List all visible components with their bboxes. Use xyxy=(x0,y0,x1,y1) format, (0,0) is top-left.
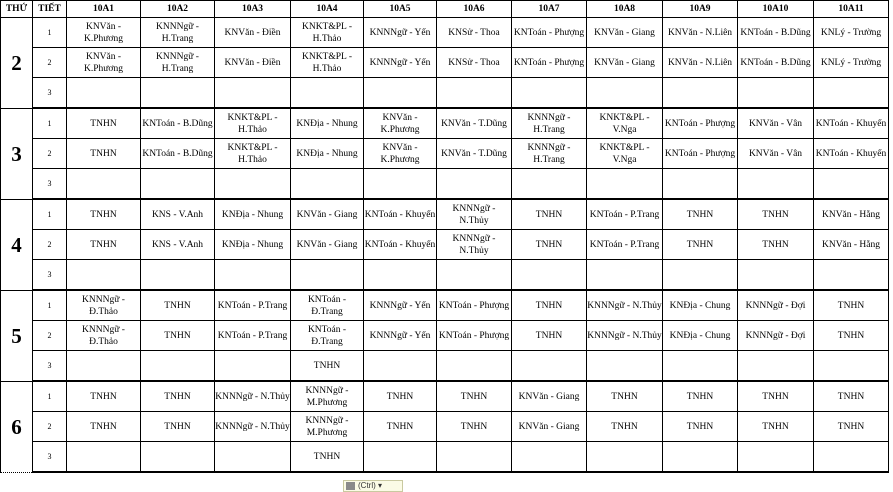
schedule-cell[interactable]: KNVăn - Giang xyxy=(291,230,364,260)
schedule-cell[interactable]: TNHN xyxy=(141,290,215,321)
schedule-cell[interactable] xyxy=(738,169,814,200)
schedule-cell[interactable] xyxy=(141,78,215,109)
schedule-cell[interactable]: TNHN xyxy=(663,381,738,412)
schedule-cell[interactable] xyxy=(364,351,437,382)
schedule-cell[interactable] xyxy=(814,78,889,109)
period-cell[interactable]: 1 xyxy=(33,381,67,412)
schedule-cell[interactable] xyxy=(291,260,364,291)
schedule-cell[interactable]: KNNNgữ - Đ.Thảo xyxy=(67,290,141,321)
schedule-cell[interactable]: KNToán - P.Trang xyxy=(587,230,663,260)
header-class[interactable]: 10A1 xyxy=(67,1,141,18)
period-cell[interactable]: 3 xyxy=(33,351,67,382)
schedule-cell[interactable] xyxy=(141,260,215,291)
day-cell[interactable]: 2 xyxy=(1,18,33,109)
schedule-cell[interactable] xyxy=(587,351,663,382)
schedule-cell[interactable] xyxy=(437,260,512,291)
day-cell[interactable]: 3 xyxy=(1,108,33,199)
table-row xyxy=(1,48,889,78)
schedule-cell[interactable]: TNHN xyxy=(738,199,814,230)
period-cell[interactable]: 1 xyxy=(33,108,67,139)
schedule-cell[interactable]: KNNNgữ - Đợi xyxy=(738,321,814,351)
schedule-cell[interactable]: TNHN xyxy=(738,230,814,260)
schedule-cell[interactable]: KNToán - Phượng xyxy=(512,18,587,48)
schedule-cell[interactable]: KNToán - B.Dũng xyxy=(738,18,814,48)
schedule-cell[interactable]: TNHN xyxy=(67,139,141,169)
schedule-cell[interactable]: KNVăn - Điền xyxy=(215,18,291,48)
schedule-cell[interactable]: KNToán - Đ.Trang xyxy=(291,321,364,351)
schedule-cell[interactable]: KNToán - Khuyến xyxy=(364,230,437,260)
schedule-cell[interactable]: KNKT&PL - V.Nga xyxy=(587,139,663,169)
schedule-cell[interactable]: KNNNgữ - N.Thủy xyxy=(587,290,663,321)
table-row xyxy=(1,260,889,291)
schedule-cell[interactable]: TNHN xyxy=(738,412,814,442)
schedule-cell[interactable]: KNĐịa - Nhung xyxy=(215,199,291,230)
schedule-cell[interactable] xyxy=(437,351,512,382)
schedule-cell[interactable] xyxy=(364,442,437,473)
schedule-cell[interactable] xyxy=(814,260,889,291)
schedule-cell[interactable]: KNNNgữ - Yến xyxy=(364,18,437,48)
schedule-cell[interactable] xyxy=(291,169,364,200)
schedule-cell[interactable]: TNHN xyxy=(814,321,889,351)
schedule-cell[interactable]: KNToán - B.Dũng xyxy=(738,48,814,78)
schedule-cell[interactable]: KNToán - B.Dũng xyxy=(141,139,215,169)
schedule-cell[interactable]: KNVăn - Điền xyxy=(215,48,291,78)
schedule-cell[interactable] xyxy=(67,169,141,200)
schedule-cell[interactable]: TNHN xyxy=(67,199,141,230)
table-row xyxy=(1,351,889,382)
schedule-cell[interactable] xyxy=(663,442,738,473)
schedule-cell[interactable]: KNVăn - K.Phương xyxy=(67,18,141,48)
schedule-cell[interactable]: KNVăn - K.Phương xyxy=(364,108,437,139)
schedule-cell[interactable] xyxy=(437,442,512,473)
period-cell[interactable]: 2 xyxy=(33,321,67,351)
schedule-cell[interactable] xyxy=(512,442,587,473)
schedule-cell[interactable] xyxy=(141,442,215,473)
table-row xyxy=(1,442,889,473)
schedule-cell[interactable]: KNNNgữ - Yến xyxy=(364,321,437,351)
schedule-cell[interactable]: KNKT&PL - H.Thảo xyxy=(291,48,364,78)
schedule-cell[interactable]: TNHN xyxy=(141,412,215,442)
header-class[interactable]: 10A2 xyxy=(141,1,215,18)
schedule-cell[interactable]: KNVăn - Giang xyxy=(291,199,364,230)
schedule-cell[interactable]: KNNNgữ - M.Phương xyxy=(291,412,364,442)
schedule-cell[interactable]: KNVăn - N.Liên xyxy=(663,18,738,48)
schedule-cell[interactable]: KNNNgữ - Yến xyxy=(364,290,437,321)
table-row xyxy=(1,169,889,200)
period-cell[interactable]: 1 xyxy=(33,199,67,230)
schedule-cell[interactable]: TNHN xyxy=(67,381,141,412)
schedule-cell[interactable]: KNVăn - Giang xyxy=(512,381,587,412)
schedule-cell[interactable]: TNHN xyxy=(512,199,587,230)
schedule-cell[interactable]: TNHN xyxy=(67,412,141,442)
schedule-cell[interactable]: KNToán - Khuyến xyxy=(364,199,437,230)
schedule-cell[interactable]: TNHN xyxy=(814,381,889,412)
schedule-cell[interactable]: KNToán - P.Trang xyxy=(215,321,291,351)
schedule-cell[interactable] xyxy=(364,260,437,291)
schedule-cell[interactable]: KNToán - Khuyến xyxy=(814,108,889,139)
schedule-cell[interactable]: TNHN xyxy=(141,381,215,412)
table-row xyxy=(1,108,889,139)
schedule-cell[interactable]: TNHN xyxy=(587,381,663,412)
schedule-cell[interactable] xyxy=(215,351,291,382)
schedule-cell[interactable]: KNKT&PL - H.Thảo xyxy=(291,18,364,48)
schedule-cell[interactable]: KNNNgữ - H.Trang xyxy=(512,139,587,169)
schedule-cell[interactable]: KNKT&PL - H.Thảo xyxy=(215,108,291,139)
schedule-cell[interactable] xyxy=(663,169,738,200)
schedule-cell[interactable] xyxy=(814,169,889,200)
schedule-cell[interactable]: KNNNgữ - N.Thủy xyxy=(215,381,291,412)
schedule-cell[interactable]: KNToán - P.Trang xyxy=(587,199,663,230)
schedule-cell[interactable]: KNĐịa - Nhung xyxy=(291,108,364,139)
schedule-cell[interactable]: TNHN xyxy=(814,412,889,442)
header-class[interactable]: 10A10 xyxy=(738,1,814,18)
schedule-cell[interactable]: TNHN xyxy=(291,442,364,473)
schedule-cell[interactable] xyxy=(215,260,291,291)
schedule-cell[interactable] xyxy=(663,260,738,291)
schedule-cell[interactable]: KNS - V.Anh xyxy=(141,230,215,260)
schedule-cell[interactable]: KNToán - Phượng xyxy=(663,139,738,169)
schedule-cell[interactable]: KNToán - Phượng xyxy=(437,321,512,351)
schedule-cell[interactable]: KNVăn - Giang xyxy=(587,48,663,78)
schedule-cell[interactable]: TNHN xyxy=(663,412,738,442)
period-cell[interactable]: 1 xyxy=(33,290,67,321)
schedule-cell[interactable]: KNVăn - Hằng xyxy=(814,199,889,230)
schedule-cell[interactable]: TNHN xyxy=(512,230,587,260)
timetable-body xyxy=(1,18,889,473)
schedule-cell[interactable] xyxy=(291,78,364,109)
schedule-cell[interactable]: TNHN xyxy=(364,381,437,412)
schedule-cell[interactable] xyxy=(364,78,437,109)
schedule-cell[interactable] xyxy=(67,442,141,473)
schedule-cell[interactable]: KNSử - Thoa xyxy=(437,48,512,78)
schedule-cell[interactable]: TNHN xyxy=(364,412,437,442)
schedule-cell[interactable]: TNHN xyxy=(663,199,738,230)
schedule-cell[interactable]: KNNNgữ - H.Trang xyxy=(512,108,587,139)
schedule-cell[interactable]: TNHN xyxy=(663,230,738,260)
schedule-cell[interactable]: KNNNgữ - H.Trang xyxy=(141,48,215,78)
period-cell[interactable]: 3 xyxy=(33,442,67,473)
schedule-cell[interactable] xyxy=(738,78,814,109)
schedule-cell[interactable]: KNVăn - K.Phương xyxy=(67,48,141,78)
schedule-cell[interactable]: KNNNgữ - Đ.Thảo xyxy=(67,321,141,351)
schedule-cell[interactable] xyxy=(512,260,587,291)
schedule-cell[interactable]: KNNNgữ - N.Thủy xyxy=(587,321,663,351)
period-cell[interactable]: 3 xyxy=(33,78,67,109)
schedule-cell[interactable] xyxy=(587,260,663,291)
schedule-cell[interactable] xyxy=(215,78,291,109)
schedule-cell[interactable]: KNSử - Thoa xyxy=(437,18,512,48)
schedule-cell[interactable] xyxy=(364,169,437,200)
header-class[interactable]: 10A4 xyxy=(291,1,364,18)
schedule-cell[interactable] xyxy=(215,442,291,473)
paste-options-button[interactable] xyxy=(343,480,403,492)
period-cell[interactable]: 3 xyxy=(33,169,67,200)
schedule-cell[interactable]: KNToán - Đ.Trang xyxy=(291,290,364,321)
schedule-cell[interactable]: KNVăn - T.Dũng xyxy=(437,139,512,169)
schedule-cell[interactable] xyxy=(663,351,738,382)
schedule-cell[interactable]: TNHN xyxy=(512,321,587,351)
table-row xyxy=(1,139,889,169)
paste-options-label: (Ctrl) ▾ xyxy=(358,481,383,490)
schedule-cell[interactable]: KNĐịa - Chung xyxy=(663,321,738,351)
table-row xyxy=(1,290,889,321)
schedule-cell[interactable]: TNHN xyxy=(141,321,215,351)
schedule-cell[interactable]: KNToán - B.Dũng xyxy=(141,108,215,139)
header-thu[interactable]: THỨ xyxy=(1,1,33,18)
schedule-cell[interactable]: KNKT&PL - V.Nga xyxy=(587,108,663,139)
schedule-cell[interactable] xyxy=(141,351,215,382)
schedule-cell[interactable]: KNNNgữ - H.Trang xyxy=(141,18,215,48)
schedule-cell[interactable]: KNNNgữ - N.Thủy xyxy=(437,199,512,230)
day-cell[interactable]: 6 xyxy=(1,381,33,472)
schedule-cell[interactable]: KNĐịa - Nhung xyxy=(215,230,291,260)
header-class[interactable]: 10A8 xyxy=(587,1,663,18)
schedule-cell[interactable]: KNVăn - N.Liên xyxy=(663,48,738,78)
schedule-cell[interactable] xyxy=(512,351,587,382)
schedule-cell[interactable]: KNLý - Trường xyxy=(814,18,889,48)
schedule-cell[interactable]: KNNNgữ - N.Thủy xyxy=(437,230,512,260)
schedule-cell[interactable] xyxy=(437,169,512,200)
header-tiet[interactable]: TIẾT xyxy=(33,1,67,18)
schedule-cell[interactable]: TNHN xyxy=(814,290,889,321)
schedule-cell[interactable]: KNNNgữ - N.Thủy xyxy=(215,412,291,442)
schedule-cell[interactable] xyxy=(437,78,512,109)
schedule-cell[interactable]: TNHN xyxy=(587,412,663,442)
schedule-cell[interactable]: KNVăn - Vân xyxy=(738,139,814,169)
schedule-cell[interactable] xyxy=(512,169,587,200)
header-class[interactable]: 10A6 xyxy=(437,1,512,18)
schedule-cell[interactable]: KNVăn - Giang xyxy=(587,18,663,48)
schedule-cell[interactable] xyxy=(738,351,814,382)
schedule-cell[interactable] xyxy=(587,78,663,109)
schedule-cell[interactable]: KNKT&PL - H.Thảo xyxy=(215,139,291,169)
header-row xyxy=(1,1,889,18)
schedule-cell[interactable]: KNToán - Phượng xyxy=(437,290,512,321)
schedule-cell[interactable]: KNToán - Phượng xyxy=(663,108,738,139)
schedule-cell[interactable]: TNHN xyxy=(67,108,141,139)
table-row xyxy=(1,230,889,260)
table-row xyxy=(1,412,889,442)
period-cell[interactable]: 2 xyxy=(33,48,67,78)
table-row xyxy=(1,199,889,230)
period-cell[interactable]: 2 xyxy=(33,139,67,169)
schedule-cell[interactable]: KNToán - Phượng xyxy=(512,48,587,78)
header-class[interactable]: 10A11 xyxy=(814,1,889,18)
schedule-cell[interactable]: KNVăn - Vân xyxy=(738,108,814,139)
schedule-cell[interactable] xyxy=(738,260,814,291)
schedule-cell[interactable] xyxy=(587,442,663,473)
period-cell[interactable]: 3 xyxy=(33,260,67,291)
table-row xyxy=(1,381,889,412)
header-class[interactable]: 10A9 xyxy=(663,1,738,18)
schedule-cell[interactable] xyxy=(587,169,663,200)
schedule-cell[interactable] xyxy=(663,78,738,109)
schedule-cell[interactable]: TNHN xyxy=(67,230,141,260)
period-cell[interactable]: 2 xyxy=(33,412,67,442)
schedule-cell[interactable]: TNHN xyxy=(512,290,587,321)
header-class[interactable]: 10A7 xyxy=(512,1,587,18)
schedule-cell[interactable]: KNVăn - K.Phương xyxy=(364,139,437,169)
schedule-cell[interactable]: KNNNgữ - Yến xyxy=(364,48,437,78)
table-row xyxy=(1,321,889,351)
schedule-cell[interactable]: TNHN xyxy=(291,351,364,382)
schedule-cell[interactable]: TNHN xyxy=(437,381,512,412)
schedule-cell[interactable]: KNLý - Trường xyxy=(814,48,889,78)
schedule-cell[interactable] xyxy=(141,169,215,200)
header-class[interactable]: 10A3 xyxy=(215,1,291,18)
schedule-cell[interactable]: KNVăn - Giang xyxy=(512,412,587,442)
schedule-cell[interactable]: KNĐịa - Nhung xyxy=(291,139,364,169)
schedule-cell[interactable]: KNToán - Khuyến xyxy=(814,139,889,169)
schedule-cell[interactable] xyxy=(67,351,141,382)
schedule-cell[interactable] xyxy=(67,78,141,109)
schedule-cell[interactable]: KNS - V.Anh xyxy=(141,199,215,230)
table-row xyxy=(1,78,889,109)
period-cell[interactable]: 2 xyxy=(33,230,67,260)
schedule-cell[interactable]: KNVăn - Hằng xyxy=(814,230,889,260)
schedule-cell[interactable]: KNToán - P.Trang xyxy=(215,290,291,321)
schedule-cell[interactable] xyxy=(738,442,814,473)
day-cell[interactable]: 5 xyxy=(1,290,33,381)
table-row xyxy=(1,18,889,48)
schedule-cell[interactable]: KNNNgữ - Đợi xyxy=(738,290,814,321)
day-cell[interactable]: 4 xyxy=(1,199,33,290)
header-class[interactable]: 10A5 xyxy=(364,1,437,18)
period-cell[interactable]: 1 xyxy=(33,18,67,48)
schedule-cell[interactable]: TNHN xyxy=(437,412,512,442)
schedule-cell[interactable]: KNĐịa - Chung xyxy=(663,290,738,321)
schedule-cell[interactable] xyxy=(215,169,291,200)
schedule-cell[interactable] xyxy=(512,78,587,109)
schedule-cell[interactable]: TNHN xyxy=(738,381,814,412)
schedule-cell[interactable]: KNNNgữ - M.Phương xyxy=(291,381,364,412)
schedule-cell[interactable]: KNVăn - T.Dũng xyxy=(437,108,512,139)
schedule-cell[interactable] xyxy=(814,442,889,473)
schedule-cell[interactable] xyxy=(814,351,889,382)
schedule-cell[interactable] xyxy=(67,260,141,291)
